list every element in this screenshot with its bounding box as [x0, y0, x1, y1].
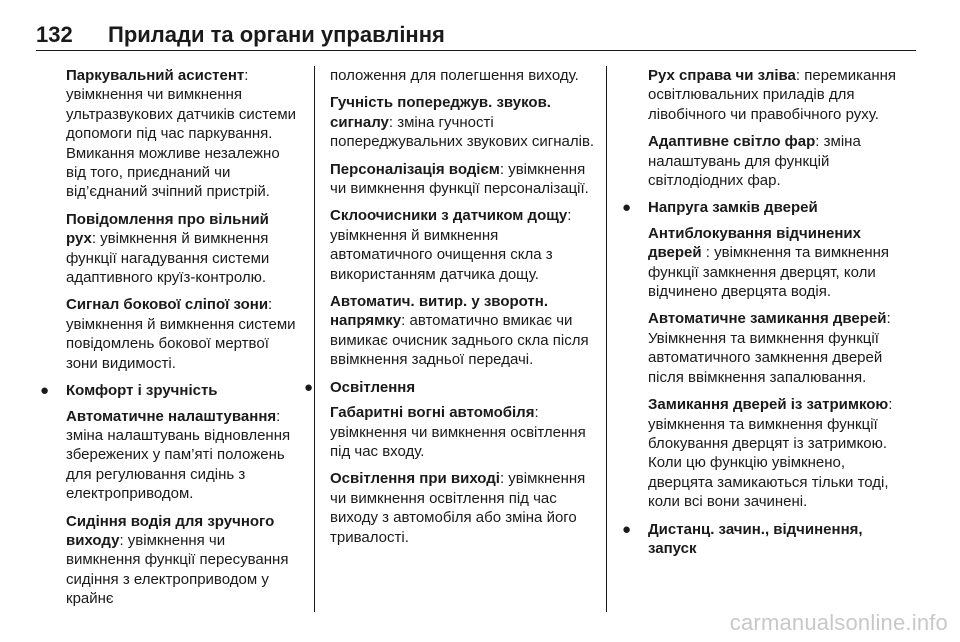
bullet-icon: ● [622, 199, 632, 217]
setting-title: Автоматичне налаштування [66, 407, 277, 425]
bullet-icon: ● [304, 378, 314, 396]
setting-title: Сидіння водія для зручного виходу [66, 512, 275, 549]
page-title: Прилади та органи управління [108, 22, 445, 47]
section-title: Напруга замків дверей [648, 199, 818, 217]
setting-title: Сигнал бокової сліпої зони [66, 296, 269, 314]
setting-title: Антиблокування відчинених дверей [648, 224, 861, 262]
setting-text: : увімкнення й вимкнення системи повідомлень бокової мертвої зони видимості. [66, 296, 296, 372]
watermark: carmanualsonline.info [729, 610, 948, 635]
setting-warning-volume [330, 93, 598, 151]
page-number: 132 [36, 22, 73, 47]
section-title: Освітлення [330, 378, 416, 396]
setting-text: : увімкнення чи вимкнення функції персоналізації. [330, 160, 589, 198]
setting-text: : увімкнення й вимкнення функції нагадування системи адаптивного круїз-контролю. [66, 230, 270, 287]
section-title: Дистанц. зачин., відчинення, запуск [648, 520, 863, 557]
setting-text: : увімкнення чи вимкнення освітлення під час виходу з автомобіля або зміна його тривалості. [330, 470, 586, 546]
setting-title: Автоматич. витир. у зворотн. напрямку [330, 293, 549, 330]
setting-text: : автоматично вмикає чи вимикає очисник заднього скла після ввімкнення задньої передачі. [330, 312, 589, 369]
section-door-locks [622, 198, 912, 217]
setting-text: : увімкнення та вимкнення функції замкнення дверцят, коли відчинено дверцята водія. [648, 244, 890, 301]
setting-text: : Увімкнення та вимкнення функції автоматичного замкнення дверей після ввімкнення запалювання. [648, 310, 891, 386]
setting-rain-wipers [330, 206, 598, 284]
column-divider [314, 66, 315, 612]
column-2 [304, 66, 598, 555]
setting-title: Паркувальний асистент [66, 67, 245, 84]
setting-title: Склоочисники з датчиком дощу [330, 207, 568, 225]
setting-reverse-wipe [330, 292, 598, 370]
setting-traffic-side [648, 66, 912, 124]
setting-personalization [330, 160, 598, 199]
setting-text: : увімкнення та вимкнення функції блокування дверцят із затримкою. Коли цю функцію увімкнено, дверцята замикаються тільки тоді, коли всі вони зачинені. [648, 396, 893, 511]
setting-title: Гучність попереджув. звуков. сигналу [330, 94, 551, 131]
continued-text: положення для полегшення виходу. [330, 67, 579, 84]
setting-open-door-antilock [648, 224, 912, 302]
section-comfort [40, 381, 302, 400]
setting-blind-spot [66, 295, 302, 373]
section-title: Комфорт і зручність [66, 382, 218, 400]
setting-title: Адаптивне світло фар [648, 133, 816, 151]
setting-title: Автоматичне замикання дверей [648, 310, 887, 328]
column-3 [622, 66, 912, 564]
setting-text: : зміна налаштувань відновлення збережених у пам’яті положень для регулювання сидінь з електроприводом. [66, 407, 291, 503]
setting-title: Габаритні вогні автомобіля [330, 404, 535, 422]
setting-traffic-notice [66, 210, 302, 288]
setting-delayed-lock [648, 395, 912, 511]
setting-title: Освітлення при виході [330, 470, 500, 488]
setting-parking-assist [66, 66, 302, 202]
setting-title: Повідомлення про вільний рух [66, 210, 269, 248]
setting-auto-lock [648, 309, 912, 387]
setting-text: : увімкнення й вимкнення автоматичного очищення скла з використанням датчика дощу. [330, 207, 572, 283]
setting-title: Замикання дверей із затримкою [648, 396, 889, 414]
setting-exit-lights [330, 469, 598, 547]
column-divider [606, 66, 607, 612]
setting-text: : зміна гучності попереджувальних звукових сигналів. [330, 113, 595, 151]
section-remote [622, 520, 912, 559]
section-lighting [304, 378, 598, 397]
column-1 [40, 66, 302, 617]
setting-text: : увімкнення чи вимкнення функції пересування сидіння з електроприводом у крайнє [66, 531, 289, 608]
setting-easy-exit [66, 512, 302, 609]
setting-text: : перемикання освітлювальних приладів для лівобічного чи правобічного руху. [648, 67, 897, 123]
setting-adaptive-lights [648, 132, 912, 190]
setting-entry-lights [330, 403, 598, 461]
setting-title: Персоналізація водієм [330, 160, 500, 178]
setting-text: : увімкнення чи вимкнення ультразвукових датчиків системи допомоги під час паркування. Вмикання можливе незалежно від того, приєднаний чи від’єднаний зчіпний пристрій. [66, 67, 297, 201]
bullet-icon: ● [40, 382, 50, 400]
setting-text: : зміна налаштувань для функцій світлодіодних фар. [648, 133, 861, 190]
page-header [36, 20, 916, 51]
bullet-icon: ● [622, 520, 632, 538]
setting-text: : увімкнення чи вимкнення освітлення під час входу. [330, 404, 586, 460]
setting-auto-memory [66, 407, 302, 504]
setting-title: Рух справа чи зліва [648, 67, 796, 84]
